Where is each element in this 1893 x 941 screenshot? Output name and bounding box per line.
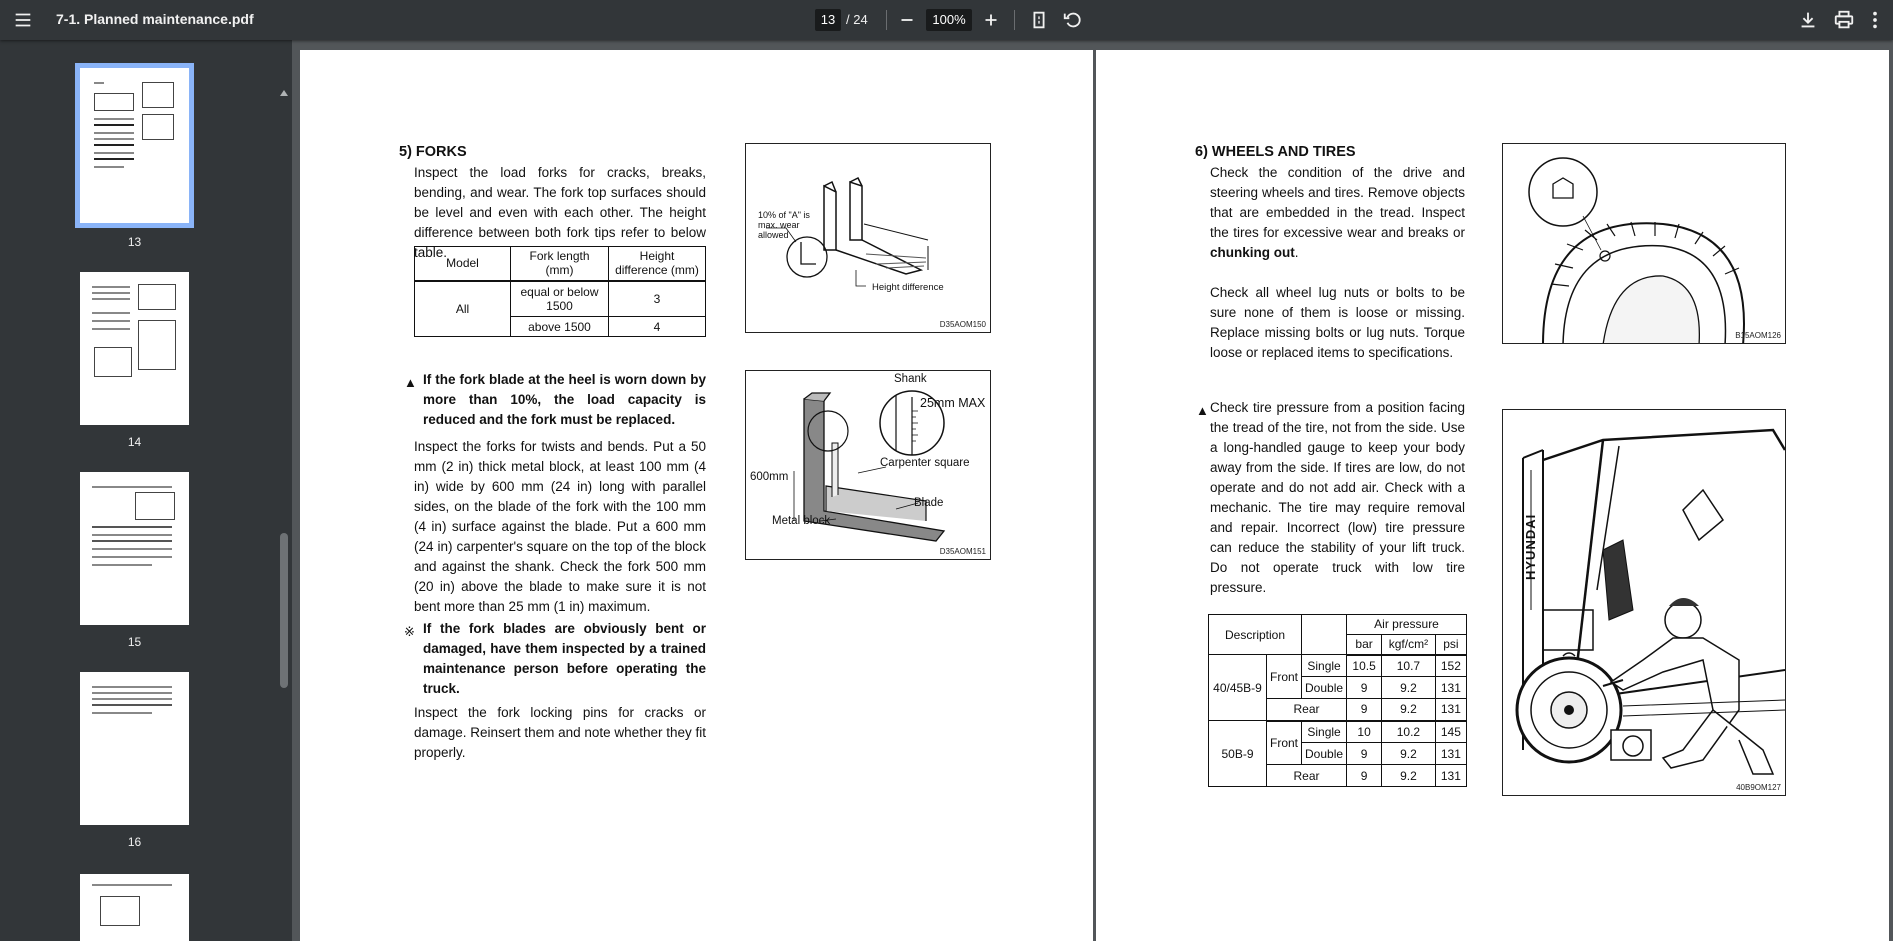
table-cell: 131 [1435,765,1466,787]
table-cell: Double [1302,743,1347,765]
table-cell: 131 [1435,699,1466,721]
thumbnail-page-17[interactable] [80,874,189,941]
section-heading-forks: 5) FORKS [399,144,467,160]
tire-figure [1502,143,1786,344]
table-cell [1302,615,1347,655]
table-header: Description [1209,615,1302,655]
table-header: Model [415,247,511,281]
table-header: psi [1435,634,1466,654]
table-cell: 3 [609,281,706,317]
table-header: Air pressure [1347,615,1467,635]
table-cell: 9.2 [1382,677,1436,699]
wheels-paragraph-2: Check all wheel lug nuts or bolts to be sure none of them is loose or missing. Replace missing bolts or lug nuts. Torque loose or replaced items to specifications. [1210,285,1465,360]
thumbnail-page-14[interactable] [80,272,189,425]
wheels-paragraph-1 [1210,163,1465,263]
table-cell: 9 [1347,765,1382,787]
thumbnail-sidebar [0,40,292,941]
table-cell: 9 [1347,743,1382,765]
figure-id: B15AOM126 [1735,331,1781,340]
fig-label-600mm: 600mm [750,471,789,483]
scroll-thumb[interactable] [280,533,288,688]
table-cell: 4 [609,317,706,337]
document-title: 7-1. Planned maintenance.pdf [56,11,254,27]
thumbnail-label: 15 [127,635,142,649]
download-icon[interactable] [1797,9,1819,31]
forks-paragraph-2: Inspect the forks for twists and bends. Put a 50 mm (2 in) thick metal block, at least 100 mm (4 in) wide by 600 mm (24 in) long with parallel sides, on the blade of the fork with the 100 mm (4 in) surface against the blade. Put a 600 mm (24 in) carpenter's square on the top of the block and against the shank. Check the fork 500 mm (20 in) above the blade to make sure it is not bent more than 25 mm (1 in) maximum. [414,439,706,614]
tire-pressure-warning: Check tire pressure from a position facing the tread of the tire, not from the side. Use a long-handled gauge to keep your body away from the side. If tires are low, do not operate and do not add air. Check with a mechanic. The tire may require removal and repair. Incorrect (low) tire pressure can reduce the stability of your lift truck. Do not operate truck with low tire pressure. [1210,400,1465,595]
wheels-bold-text: chunking out [1210,245,1295,260]
table-header: bar [1347,634,1382,654]
note-symbol: ※ [404,624,415,639]
table-cell: Single [1302,721,1347,743]
tire-pressure-table [1208,614,1467,787]
table-cell: Double [1302,677,1347,699]
fig-label-block: Metal block [772,515,831,527]
table-cell: 9.2 [1382,743,1436,765]
table-header: Height difference (mm) [609,247,706,281]
toolbar-divider [886,10,887,30]
table-cell: 131 [1435,743,1466,765]
table-cell: 10.2 [1382,721,1436,743]
fork-bend-figure [745,370,991,560]
table-cell: Rear [1267,699,1347,721]
thumbnail-page-16[interactable] [80,672,189,825]
table-cell: 10.5 [1347,655,1382,677]
table-cell: 9 [1347,677,1382,699]
table-cell: Rear [1267,765,1347,787]
figure-id: D35AOM150 [939,320,986,329]
thumbnail-label: 14 [127,435,142,449]
table-cell: 152 [1435,655,1466,677]
rotate-icon[interactable] [1062,9,1084,31]
forklift-drawing [1503,410,1786,796]
table-cell: 50B-9 [1209,721,1267,787]
table-cell: 10 [1347,721,1382,743]
fig-label-shank: Shank [894,373,927,385]
more-vert-icon[interactable] [1864,9,1886,31]
pdf-page-left [300,50,1093,941]
toolbar-divider [1014,10,1015,30]
table-header: kgf/cm² [1382,634,1436,654]
table-cell: 145 [1435,721,1466,743]
fit-page-icon[interactable] [1028,9,1050,31]
fig-label-square: Carpenter square [880,457,970,469]
table-cell: 9.2 [1382,699,1436,721]
table-cell: 9.2 [1382,765,1436,787]
minus-icon[interactable] [896,9,918,31]
forks-note: If the fork blades are obviously bent or damaged, have them inspected by a trained maintenance person before operating the truck. [423,621,706,696]
page-total: / 24 [846,12,868,27]
hyundai-brand-text: HYUNDAI [1523,513,1538,580]
fig-label-max: 25mm MAX [920,396,986,410]
table-cell: 10.7 [1382,655,1436,677]
pdf-toolbar [0,0,1893,40]
fig-label-wear: 10% of "A" is max. wear allowed [758,210,810,240]
tire-drawing [1503,144,1786,344]
fig-label-height-diff: Height difference [872,282,944,293]
table-cell: equal or below 1500 [511,281,609,317]
table-cell: 40/45B-9 [1209,655,1267,721]
thumbnail-page-13[interactable] [80,68,189,223]
print-icon[interactable] [1833,9,1855,31]
figure-id: 40B9OM127 [1736,783,1781,792]
table-cell: above 1500 [511,317,609,337]
sidebar-scrollbar[interactable] [278,88,290,941]
thumbnail-label: 16 [127,835,142,849]
table-cell: Front [1267,655,1302,699]
fig-label-blade: Blade [914,497,944,509]
table-cell: Single [1302,655,1347,677]
fork-wear-figure [745,143,991,333]
section-heading-wheels: 6) WHEELS AND TIRES [1195,144,1356,160]
table-cell: 131 [1435,677,1466,699]
plus-icon[interactable] [980,9,1002,31]
forklift-tire-check-figure [1502,409,1786,796]
pdf-viewer [292,40,1893,941]
warning-icon: ▲ [404,375,417,390]
figure-id: D35AOM151 [939,547,986,556]
forks-paragraph-1: Inspect the load forks for cracks, breaks, bending, and wear. The fork top surfaces should be level and even with each other. The height difference between both fork tips refer to below table. [414,165,706,260]
warning-icon: ▲ [1196,403,1209,418]
forks-warning: If the fork blade at the heel is worn down by more than 10%, the load capacity is reduced and the fork must be replaced. [423,372,706,427]
fork-height-table [414,246,706,337]
page-number-input[interactable]: 13 [815,9,841,31]
forks-paragraph-3: Inspect the fork locking pins for cracks or damage. Reinsert them and note whether they fit properly. [414,705,706,760]
wheels-text-end: . [1294,245,1299,260]
table-header: Fork length (mm) [511,247,609,281]
wheels-text: Check the condition of the drive and steering wheels and tires. Remove objects that are embedded in the tread. Inspect the tires for excessive wear and breaks or [1210,165,1465,240]
table-cell: 9 [1347,699,1382,721]
zoom-input[interactable]: 100% [926,9,972,31]
thumbnail-page-15[interactable] [80,472,189,625]
thumbnail-label: 13 [127,235,142,249]
menu-icon[interactable] [12,9,34,31]
pdf-page-right [1096,50,1889,941]
table-cell: Front [1267,721,1302,765]
table-cell: All [415,281,511,337]
